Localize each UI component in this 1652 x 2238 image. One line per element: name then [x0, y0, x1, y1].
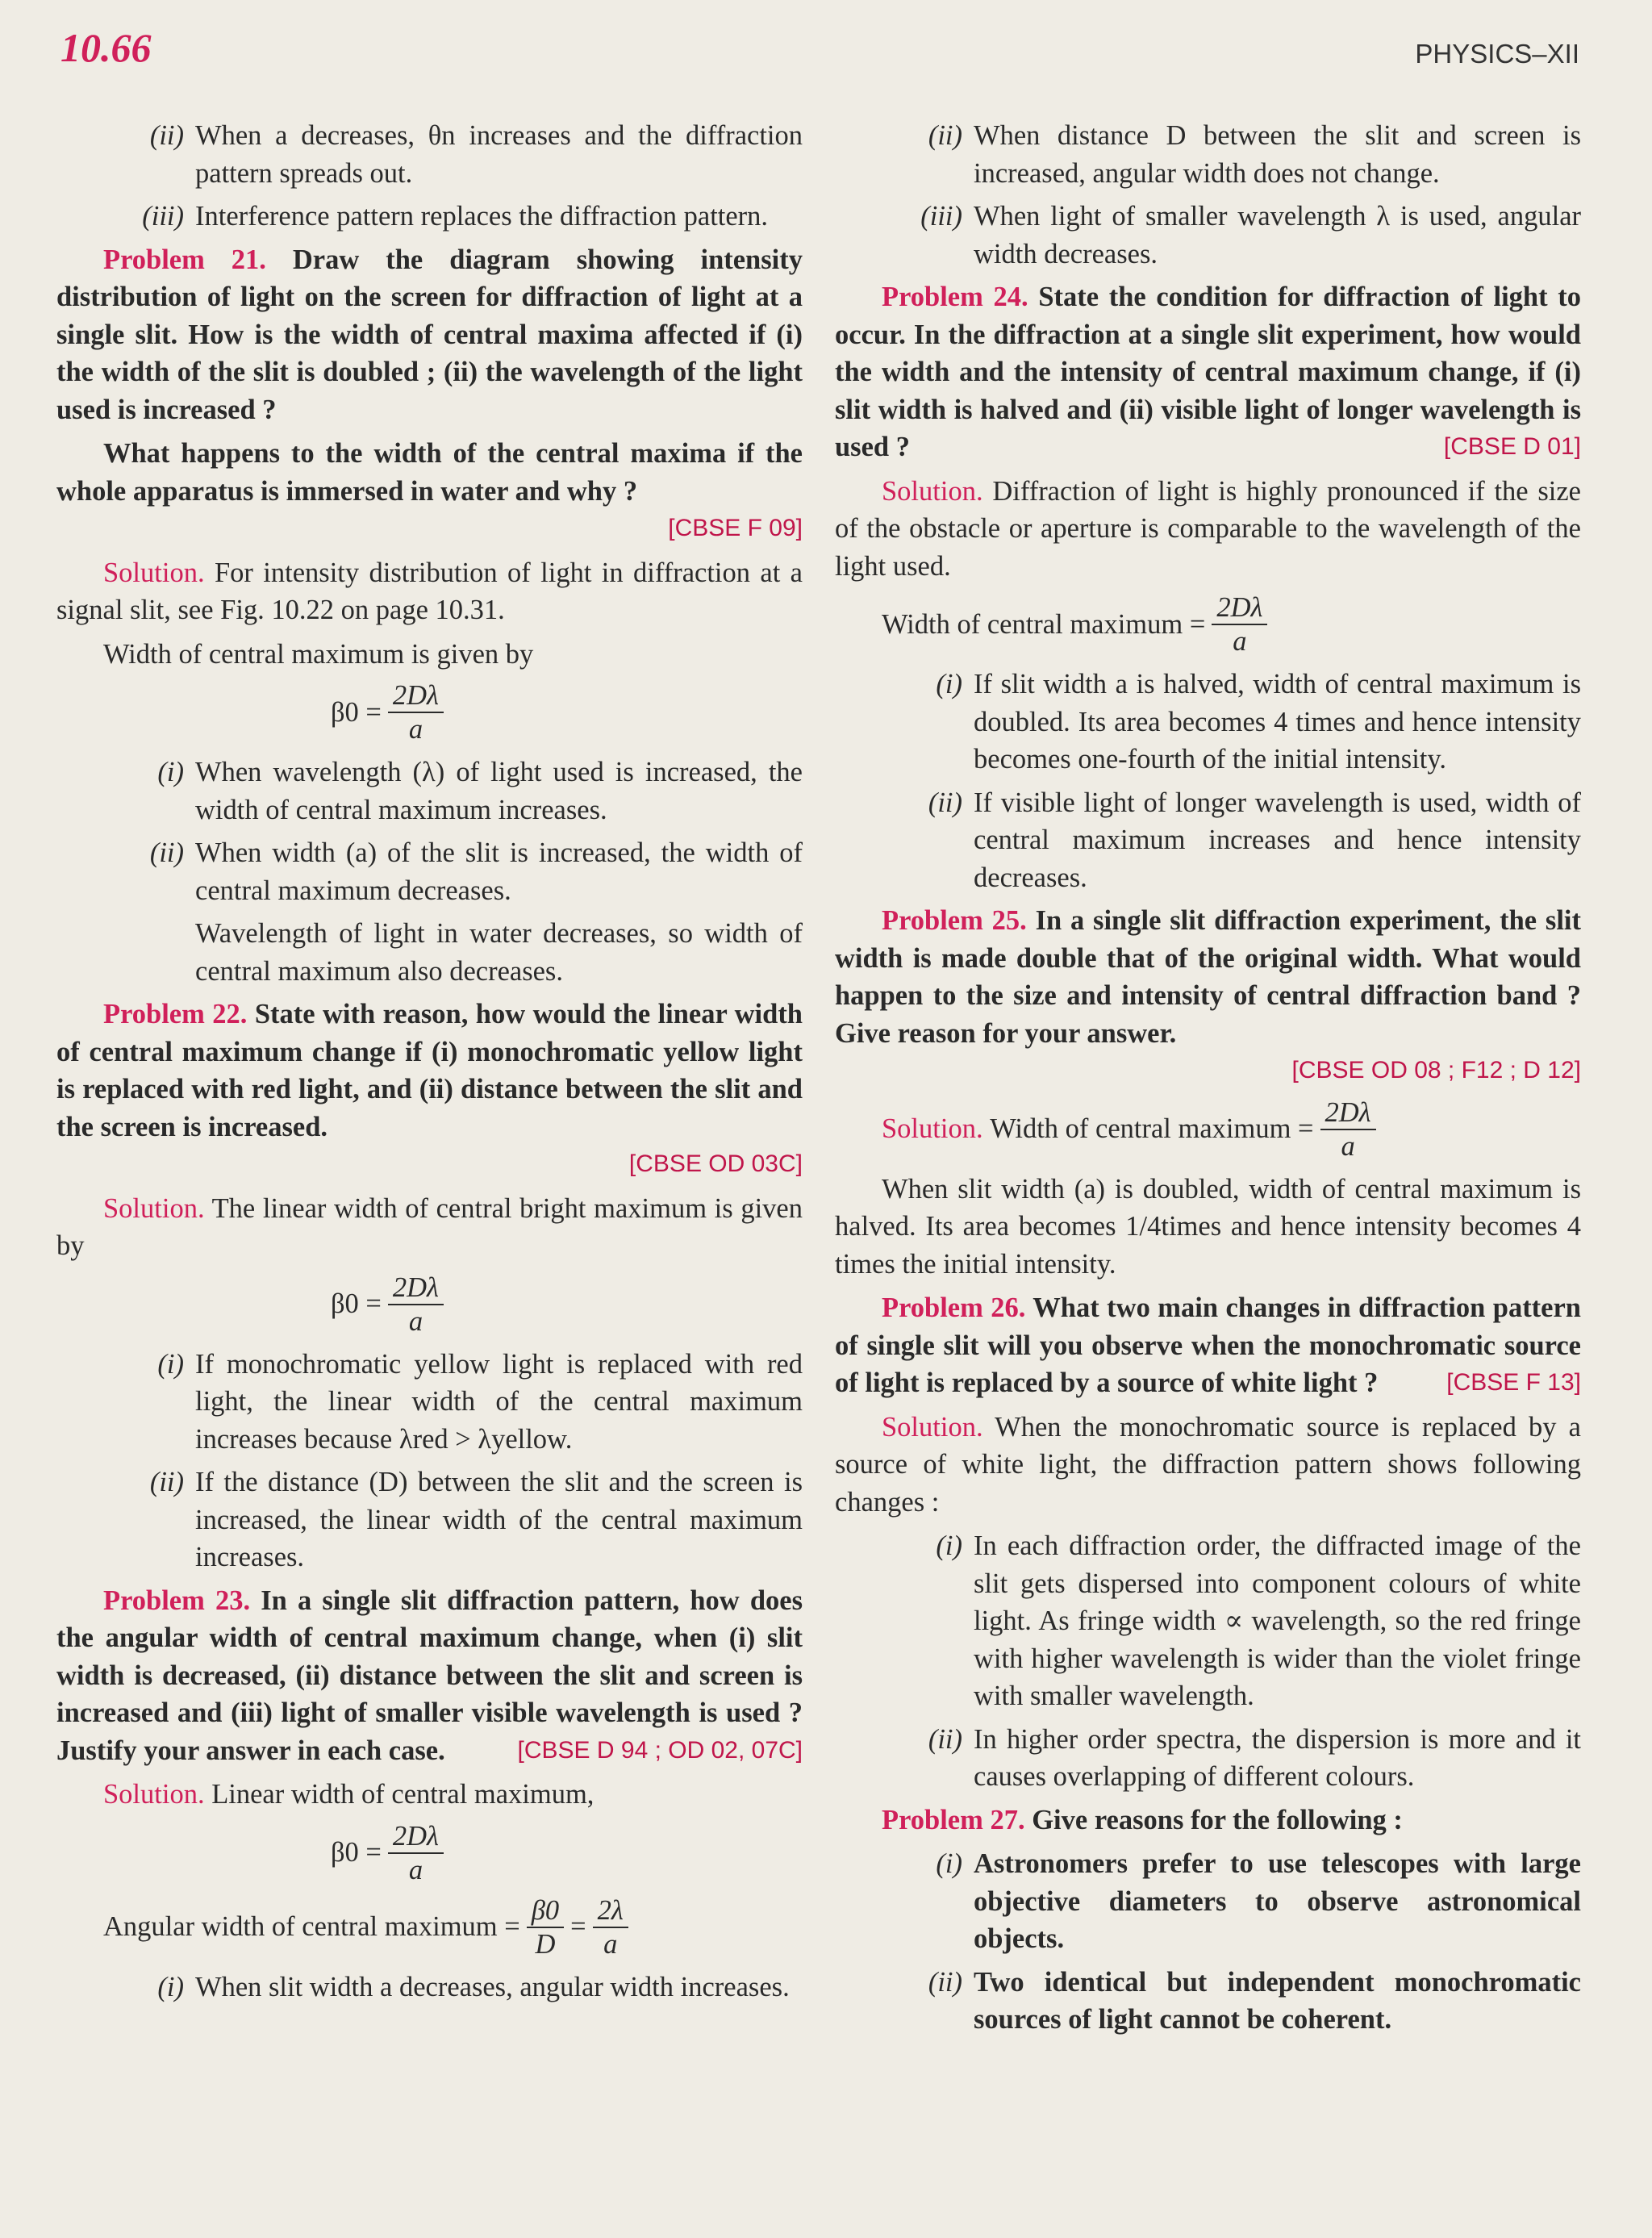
problem-label: Problem 25.	[882, 905, 1027, 936]
list-item: (ii) When width (a) of the slit is increased, the width of central maximum decreases.	[149, 837, 803, 906]
book-title: PHYSICS–XII	[1415, 39, 1579, 69]
equation-beta0: β0 = $\frac{2D\lambda}{a}$	[56, 679, 803, 745]
problem-label: Problem 23.	[103, 1585, 251, 1616]
solution-25-text: When slit width (a) is doubled, width of central maximum is halved. Its area becomes 1/4times and hence intensity becomes 4 times the initial intensity.	[835, 1173, 1581, 1280]
citation: [CBSE F 13]	[1446, 1369, 1581, 1396]
list-item: (i) In each diffraction order, the diffracted image of the slit gets dispersed into component colours of white light. As fringe width ∝ wavelength, so the red fringe with higher wavelength is wider than the violet fringe with smaller wavelength.	[936, 1530, 1581, 1711]
list-item: (iii) When light of smaller wavelength λ is used, angular width decreases.	[920, 201, 1581, 269]
list-item: (ii) When a decreases, θn increases and the diffraction pattern spreads out.	[56, 117, 803, 192]
list-item: (i) Astronomers prefer to use telescopes with large objective diameters to observe astronomical objects.	[936, 1848, 1581, 1954]
page-number: 10.66	[60, 25, 152, 70]
citation: [CBSE D 94 ; OD 02, 07C]	[517, 1736, 803, 1764]
fraction: $\frac{2\lambda}{a}$	[593, 1894, 628, 1960]
solution-label: Solution.	[103, 1779, 205, 1810]
list-item: (i) When slit width a decreases, angular width increases.	[157, 1971, 790, 2002]
fraction: $\frac{2D\lambda}{a}$	[1212, 591, 1267, 658]
solution-label: Solution.	[882, 475, 983, 507]
left-column	[56, 117, 803, 2011]
solution-24: Solution. Diffraction of light is highly pronounced if the size of the obstacle or aperture is comparable to the wavelength of the light used.	[835, 475, 1581, 582]
fraction: $\frac{2D\lambda}{a}$	[388, 1820, 444, 1886]
problem-24: Problem 24. State the condition for diffraction of light to occur. In the diffraction at a single slit experiment, how would the width and the intensity of central maximum change, if (i) slit width is halved and (ii) visible light of longer wavelength is used ? [CBSE D 01]	[835, 278, 1581, 466]
citation: [CBSE OD 03C]	[628, 1150, 803, 1177]
list-item: (i) If monochromatic yellow light is replaced with red light, the linear width of the central maximum increases because λred > λyellow.	[157, 1348, 803, 1455]
problem-text: Draw the diagram showing intensity distribution of light on the screen for diffraction of light at a single slit. How is the width of central maxima affected if (i) the width of the slit is doubled ; (ii) the wavelength of the light used is increased ?	[56, 244, 803, 425]
list-item: (ii) If the distance (D) between the slit and the screen is increased, the linear width of the central maximum increases.	[149, 1467, 803, 1572]
fraction: $\frac{2D\lambda}{a}$	[1320, 1096, 1376, 1163]
solution-22: Solution. The linear width of central bright maximum is given by	[56, 1192, 803, 1261]
problem-21-part2: What happens to the width of the central maxima if the whole apparatus is immersed in water and why ? [CBSE F 09]	[56, 435, 803, 548]
list-item: (ii) If visible light of longer wavelength is used, width of central maximum increases and hence intensity decreases.	[928, 787, 1581, 893]
solution-23: Solution. Linear width of central maximum,	[103, 1779, 594, 1810]
solution-label: Solution.	[103, 1192, 205, 1224]
list-item: (ii) In higher order spectra, the dispersion is more and it causes overlapping of different colours.	[928, 1723, 1581, 1792]
problem-label: Problem 27.	[882, 1804, 1025, 1835]
solution-25-equation: Solution. Width of central maximum = $\frac{2D\lambda}{a}$	[835, 1096, 1581, 1163]
solution-26: Solution. When the monochromatic source is replaced by a source of white light, the diffraction pattern shows following changes :	[835, 1411, 1581, 1518]
problem-23: Problem 23. In a single slit diffraction pattern, how does the angular width of central maximum change, when (i) slit width is decreased, (ii) distance between the slit and screen is increased and (iii) light of smaller visible wavelength is used ? Justify your answer in each case. [CBSE D 94 ; OD 02, 07C]	[56, 1582, 803, 1770]
list-item: (i) When wavelength (λ) of light used is increased, the width of central maximum increases.	[157, 757, 803, 825]
citation: [CBSE F 09]	[668, 515, 803, 541]
list-item: (ii) When distance D between the slit and screen is increased, angular width does not change.	[928, 120, 1581, 189]
solution-label: Solution.	[882, 1113, 983, 1145]
equation-width-central: Width of central maximum = $\frac{2D\lambda}{a}$	[835, 591, 1581, 658]
fraction: $\frac{2D\lambda}{a}$	[388, 1271, 444, 1338]
list-item: (iii) Interference pattern replaces the diffraction pattern.	[56, 198, 803, 236]
list-item-text: When a decreases, θn increases and the diffraction pattern spreads out.	[195, 120, 803, 189]
problem-27: Problem 27. Give reasons for the following :	[882, 1804, 1403, 1835]
solution-line: Width of central maximum is given by	[103, 638, 534, 670]
list-item-text: Interference pattern replaces the diffraction pattern.	[195, 201, 769, 232]
problem-22: Problem 22. State with reason, how would the linear width of central maximum change if (i) monochromatic yellow light is replaced with red light, and (ii) distance between the slit and the screen is increased. [CBSE OD 03C]	[56, 996, 803, 1184]
problem-label: Problem 24.	[882, 282, 1028, 312]
problem-label: Problem 26.	[882, 1292, 1026, 1323]
problem-25: Problem 25. In a single slit diffraction experiment, the slit width is made double that of the original width. What would happen to the size and intensity of central diffraction band ? Give reason for your answer. [CBSE OD 08 ; F12 ; D 12]	[835, 902, 1581, 1090]
citation: [CBSE D 01]	[1443, 433, 1581, 460]
problem-label: Problem 22.	[103, 999, 248, 1029]
solution-label: Solution.	[882, 1411, 983, 1443]
solution-21: Solution. For intensity distribution of light in diffraction at a signal slit, see Fig. 10.22 on page 10.31.	[56, 557, 803, 625]
equation-beta0: β0 = $\frac{2D\lambda}{a}$	[56, 1271, 803, 1338]
fraction: $\frac{2D\lambda}{a}$	[388, 679, 444, 745]
problem-label: Problem 21.	[103, 244, 266, 275]
fraction: $\frac{\beta 0}{D}$	[527, 1894, 564, 1960]
equation-angular-width: Angular width of central maximum = $\frac{\beta 0}{D}$ = $\frac{2\lambda}{a}$	[56, 1894, 803, 1960]
list-item: (ii) Two identical but independent monochromatic sources of light cannot be coherent.	[928, 1966, 1581, 2035]
list-item: (i) If slit width a is halved, width of central maximum is doubled. Its area becomes 4 times and hence intensity becomes one-fourth of the initial intensity.	[936, 669, 1581, 775]
citation: [CBSE OD 08 ; F12 ; D 12]	[1291, 1057, 1581, 1084]
continuation-text: Wavelength of light in water decreases, so width of central maximum also decreases.	[195, 918, 803, 987]
equation-beta0: β0 = $\frac{2D\lambda}{a}$	[56, 1820, 803, 1886]
problem-26: Problem 26. What two main changes in diffraction pattern of single slit will you observe when the monochromatic source of light is replaced by a source of white light ? [CBSE F 13]	[835, 1289, 1581, 1402]
solution-label: Solution.	[103, 557, 205, 588]
problem-21	[56, 241, 803, 429]
right-column	[835, 117, 1581, 2044]
